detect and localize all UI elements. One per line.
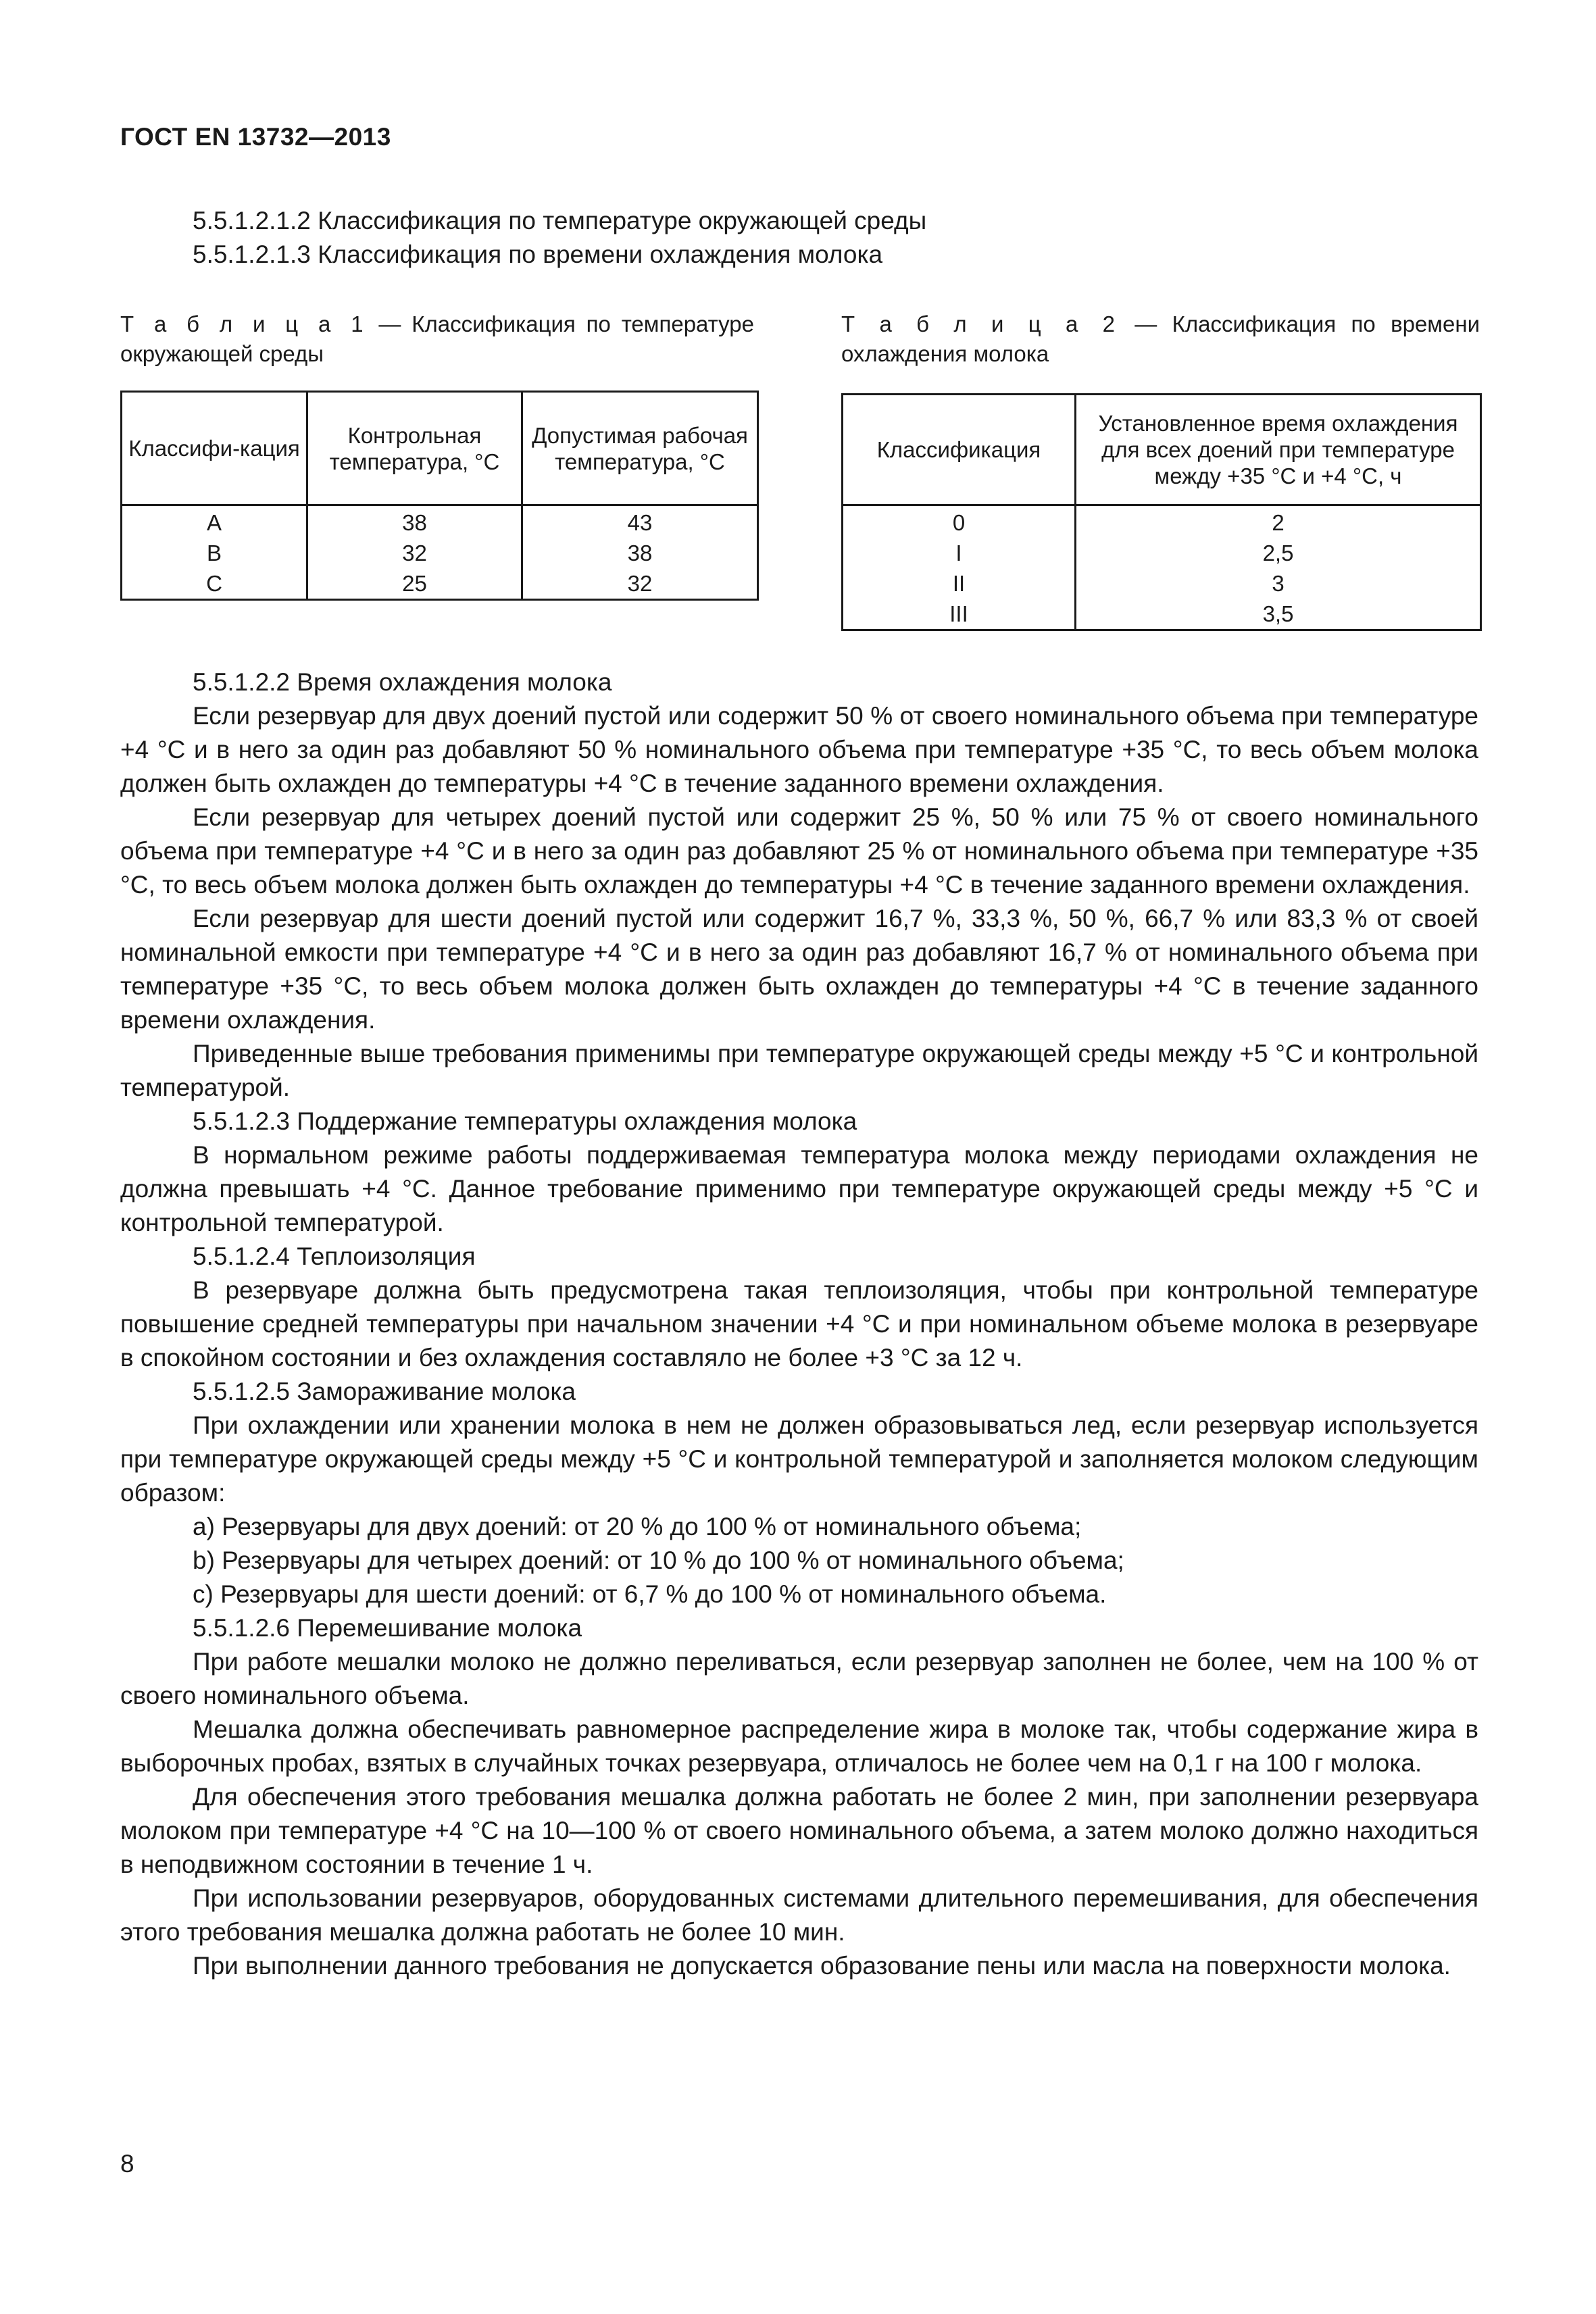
table-cell: I (843, 538, 1076, 568)
table-cell: 3 (1076, 568, 1481, 599)
table1-caption (120, 309, 754, 369)
section-heading: 5.5.1.2.4 Теплоизоляция (193, 1242, 476, 1270)
table-header-row (843, 395, 1481, 505)
table-cell: 32 (307, 538, 522, 568)
table-cell: 3,5 (1076, 599, 1481, 630)
table2-header-cell: Установленное время охлаждения для всех доений при температуре между +35 °С и +4 °С, ч (1076, 395, 1481, 505)
table-row (843, 568, 1481, 599)
table-cell: 25 (307, 568, 522, 600)
table-cell: 38 (522, 538, 758, 568)
table-row (122, 505, 758, 538)
table2-header-cell: Классификация (843, 395, 1076, 505)
table-cell: II (843, 568, 1076, 599)
table-row (843, 599, 1481, 630)
section-heading: 5.5.1.2.2 Время охлаждения молока (193, 668, 612, 696)
paragraph: Если резервуар для четырех доений пустой или содержит 25 %, 50 % или 75 % от своего номинального объема при температуре +4 °С и в него за один раз добавляют 25 % от номинального объема при температуре +35 °С, то весь объем молока должен быть охлажден до температуры +4 °С в течение заданного времени охлаждения. (120, 803, 1478, 899)
list-item: a) Резервуары для двух доений: от 20 % до 100 % от номинального объема; (193, 1513, 1082, 1540)
section-heading: 5.5.1.2.3 Поддержание температуры охлаждения молока (193, 1107, 857, 1135)
table-cell: 38 (307, 505, 522, 538)
table-cell: 2 (1076, 505, 1481, 538)
table2-caption-label: Т а б л и ц а 2 (841, 311, 1120, 336)
paragraph: При выполнении данного требования не допускается образование пены или масла на поверхности молока. (193, 1952, 1451, 1980)
page-number: 8 (120, 2150, 134, 2178)
table-cell: B (122, 538, 307, 568)
table1 (120, 391, 759, 601)
paragraph: Приведенные выше требования применимы при температуре окружающей среды между +5 °С и контрольной температурой. (120, 1040, 1478, 1101)
table1-caption-text: — Классификация по температуре окружающей среды (120, 311, 755, 366)
table2-caption (841, 309, 1480, 369)
paragraph: В резервуаре должна быть предусмотрена такая теплоизоляция, чтобы при контрольной температуре повышение средней температуры при начальном значении +4 °С и при номинальном объеме молока в резервуаре в спокойном состоянии и без охлаждения составляло не более +3 °С за 12 ч. (120, 1276, 1478, 1372)
table-row (843, 538, 1481, 568)
list-item: c) Резервуары для шести доений: от 6,7 % до 100 % от номинального объема. (193, 1580, 1107, 1608)
paragraph: Мешалка должна обеспечивать равномерное распределение жира в молоке так, чтобы содержание жира в выборочных пробах, взятых в случайных точках резервуара, отличалось не более чем на 0,1 г на 100 г молока. (120, 1715, 1478, 1777)
table1-header-cell: Классифи-кация (122, 392, 307, 505)
table-row (843, 505, 1481, 538)
table-cell: 2,5 (1076, 538, 1481, 568)
document-header: ГОСТ EN 13732—2013 (120, 123, 391, 151)
table-row (122, 538, 758, 568)
document-body (120, 665, 1478, 1983)
table-cell: A (122, 505, 307, 538)
table2 (841, 393, 1482, 631)
table2-caption-text: — Классификация по времени охлаждения молока (841, 311, 1480, 366)
section-heading: 5.5.1.2.6 Перемешивание молока (193, 1614, 582, 1642)
paragraph: Если резервуар для двух доений пустой или содержит 50 % от своего номинального объема при температуре +4 °С и в него за один раз добавляют 50 % номинального объема при температуре +35 °С, то весь объем молока должен быть охлажден до температуры +4 °С в течение заданного времени охлаждения. (120, 702, 1478, 797)
table-cell: 0 (843, 505, 1076, 538)
table-cell: 43 (522, 505, 758, 538)
list-item: b) Резервуары для четырех доений: от 10 % до 100 % от номинального объема; (193, 1546, 1124, 1574)
section-heading: 5.5.1.2.5 Замораживание молока (193, 1378, 576, 1405)
paragraph: При работе мешалки молоко не должно переливаться, если резервуар заполнен не более, чем на 100 % от своего номинального объема. (120, 1648, 1478, 1709)
table-cell: 32 (522, 568, 758, 600)
table1-header-cell: Контрольная температура, °С (307, 392, 522, 505)
paragraph: При охлаждении или хранении молока в нем не должен образовываться лед, если резервуар используется при температуре окружающей среды между +5 °С и контрольной температурой и заполняется молоком следующим образом: (120, 1411, 1478, 1507)
paragraph: Для обеспечения этого требования мешалка должна работать не более 2 мин, при заполнении резервуара молоком при температуре +4 °С на 10—100 % от своего номинального объема, а затем молоко должно находиться в неподвижном состоянии в течение 1 ч. (120, 1783, 1478, 1878)
section-heading: 5.5.1.2.1.2 Классификация по температуре окружающей среды (193, 207, 927, 234)
table-row (122, 568, 758, 600)
table-cell: C (122, 568, 307, 600)
table1-caption-label: Т а б л и ц а 1 (120, 311, 368, 336)
table-cell: III (843, 599, 1076, 630)
table-header-row (122, 392, 758, 505)
paragraph: В нормальном режиме работы поддерживаемая температура молока между периодами охлаждения не должна превышать +4 °С. Данное требование применимо при температуре окружающей среды между +5 °С и контрольной температурой. (120, 1141, 1478, 1236)
paragraph: При использовании резервуаров, оборудованных системами длительного перемешивания, для обеспечения этого требования мешалка должна работать не более 10 мин. (120, 1884, 1478, 1946)
section-heading: 5.5.1.2.1.3 Классификация по времени охлаждения молока (193, 241, 883, 268)
table1-header-cell: Допустимая рабочая температура, °С (522, 392, 758, 505)
paragraph: Если резервуар для шести доений пустой или содержит 16,7 %, 33,3 %, 50 %, 66,7 % или 83,3 % от своей номинальной емкости при температуре +4 °С и в него за один раз добавляют 16,7 % от номинального объема при температуре +35 °С, то весь объем молока должен быть охлажден до температуры +4 °С в течение заданного времени охлаждения. (120, 905, 1478, 1034)
